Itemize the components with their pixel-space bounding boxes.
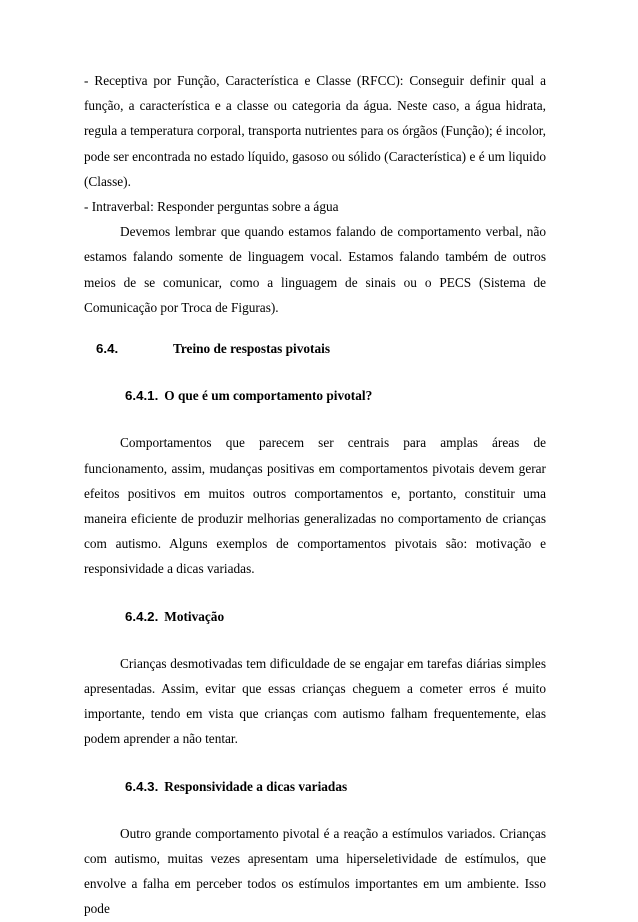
section-heading-6-4-2 [84,604,546,629]
paragraph-receptiva: - Receptiva por Função, Característica e Classe (RFCC): Conseguir definir qual a função, a característica e a classe ou categoria da água. Neste caso, a água hidrata, regula a temperatura corporal, transporta nutrientes para os órgãos (Função); é incolor, pode ser encontrada no estado líquido, gasoso ou sólido (Característica) e é um liquido (Classe). [84,73,546,189]
section-number: 6.4. [96,341,119,357]
section-number: 6.4.1. [125,388,159,404]
section-heading-6-4 [84,336,546,361]
section-heading-6-4-3 [84,774,546,799]
section-title: Motivação [164,608,225,624]
section-title: Responsividade a dicas variadas [164,778,348,794]
paragraph-intraverbal: - Intraverbal: Responder perguntas sobre a água [84,199,339,215]
paragraph-criancas: Crianças desmotivadas tem dificuldade de se engajar em tarefas diárias simples apresentadas. Assim, evitar que essas crianças cheguem a cometer erros é muito importante, tendo em vista que crianças com autismo falham frequentemente, elas podem aprender a não tentar. [84,655,546,747]
section-number: 6.4.3. [125,778,159,794]
section-number: 6.4.2. [125,608,159,624]
section-heading-6-4-1 [84,383,546,408]
document-page [84,68,546,922]
paragraph-comportamentos: Comportamentos que parecem ser centrais para amplas áreas de funcionamento, assim, mudanças positivas em comportamentos pivotais devem gerar efeitos positivos em muitos outros comportamentos e, portanto, constituir uma maneira eficiente de produzir melhorias generalizadas no comportamento de crianças com autismo. Alguns exemplos de comportamentos pivotais são: motivação e responsividade a dicas variadas. [84,435,546,577]
section-title: O que é um comportamento pivotal? [164,388,373,404]
section-title: Treino de respostas pivotais [173,341,330,357]
paragraph-devemos: Devemos lembrar que quando estamos falando de comportamento verbal, não estamos falando somente de linguagem vocal. Estamos falando também de outros meios de se comunicar, como a linguagem de sinais ou o PECS (Sistema de Comunicação por Troca de Figuras). [84,224,546,315]
paragraph-outro: Outro grande comportamento pivotal é a reação a estímulos variados. Crianças com autismo, muitas vezes apresentam uma hiperseletividade de estímulos, que envolve a falha em perceber todos os estímulos importantes em um ambiente. Isso pode [84,825,546,917]
